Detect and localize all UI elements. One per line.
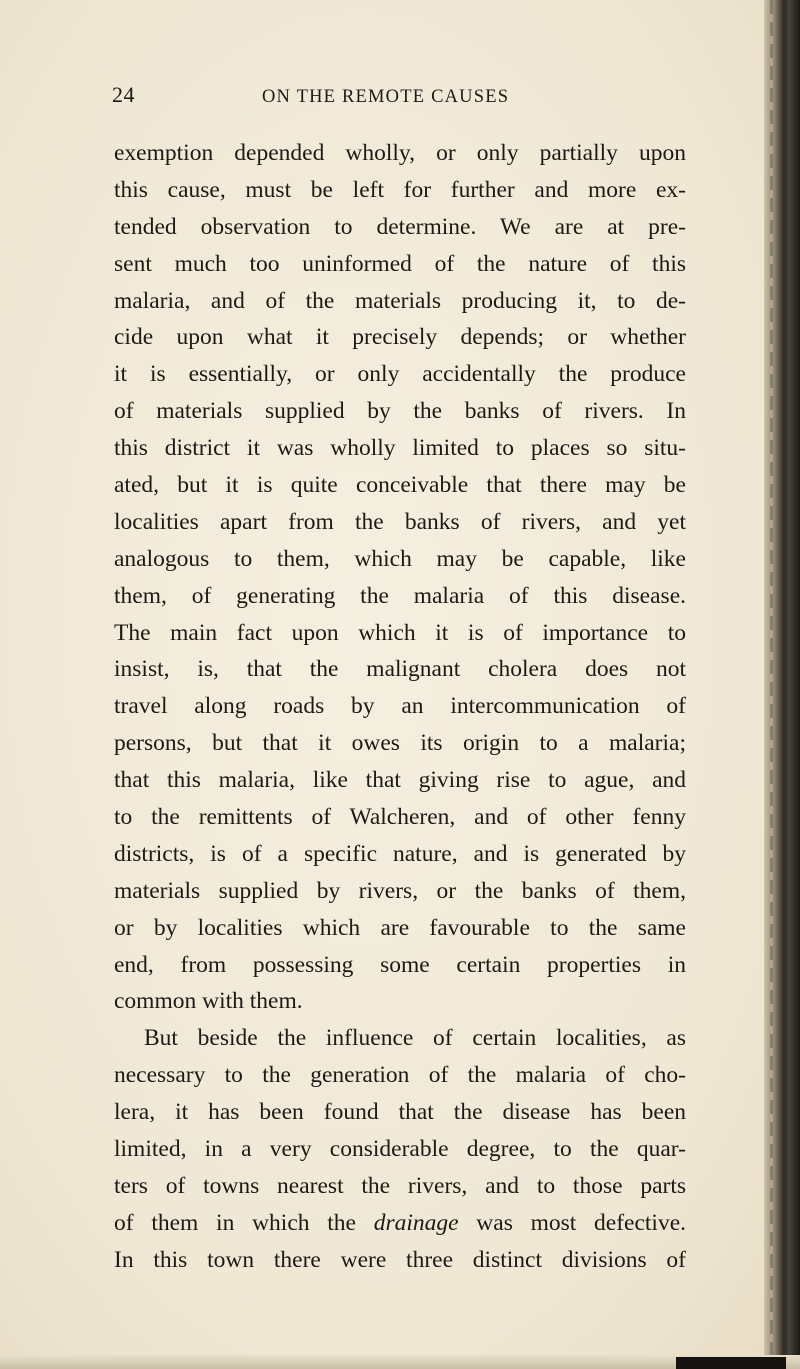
text-line: cide upon what it precisely depends; or whether (114, 324, 686, 351)
text-line: necessary to the generation of the malaria of cho- (114, 1062, 686, 1089)
text-line: localities apart from the banks of rivers, and yet (114, 508, 686, 535)
text-line: them, of generating the malaria of this disease. (114, 582, 686, 609)
running-head-title: ON THE REMOTE CAUSES (262, 87, 510, 107)
text-line: The main fact upon which it is of importance to (114, 619, 686, 646)
text-line: analogous to them, which may be capable, like (114, 545, 686, 572)
text-line: that this malaria, like that giving rise to ague, and (114, 767, 686, 794)
text-segment: of them in which the (114, 1209, 374, 1236)
text-line: sent much too uninformed of the nature of this (114, 250, 686, 277)
text-segment: was most defective. (458, 1209, 686, 1236)
text-line: materials supplied by rivers, or the banks of them, (114, 877, 686, 904)
text-line: of materials supplied by the banks of rivers. In (114, 398, 686, 425)
text-line: or by localities which are favourable to the same (114, 914, 686, 941)
text-line: exemption depended wholly, or only partially upon (114, 140, 686, 166)
text-line-with-italic (114, 1205, 686, 1242)
text-line: to the remittents of Walcheren, and of other fenny (114, 804, 686, 831)
book-binding-edge (764, 0, 800, 1369)
text-line: it is essentially, or only accidentally the produce (114, 361, 686, 388)
paragraph-end-line: common with them. (114, 988, 303, 1015)
text-line: limited, in a very considerable degree, to the quar- (114, 1136, 686, 1163)
text-line: this cause, must be left for further and more ex- (114, 176, 686, 203)
paragraph-start-line: But beside the influence of certain localities, as (144, 1025, 686, 1052)
text-line: In this town there were three distinct divisions of (114, 1246, 686, 1273)
text-line: malaria, and of the materials producing it, to de- (114, 287, 686, 314)
text-line: lera, it has been found that the disease has been (114, 1099, 686, 1126)
text-line: insist, is, that the malignant cholera does not (114, 656, 686, 683)
running-head (112, 82, 672, 118)
page-bottom-edge (0, 1355, 800, 1369)
text-line: ated, but it is quite conceivable that there may be (114, 472, 686, 499)
page-number: 24 (112, 82, 135, 107)
text-line: this district it was wholly limited to places so situ- (114, 435, 686, 462)
text-line: end, from possessing some certain properties in (114, 951, 686, 978)
text-line: districts, is of a specific nature, and is generated by (114, 840, 686, 867)
text-line: tended observation to determine. We are at pre- (114, 213, 686, 240)
italic-word-drainage: drainage (373, 1209, 459, 1236)
body-text (114, 135, 686, 1279)
text-line: persons, but that it owes its origin to a malaria; (114, 730, 686, 757)
text-line: ters of towns nearest the rivers, and to those parts (114, 1172, 686, 1199)
text-line: travel along roads by an intercommunication of (114, 693, 686, 720)
